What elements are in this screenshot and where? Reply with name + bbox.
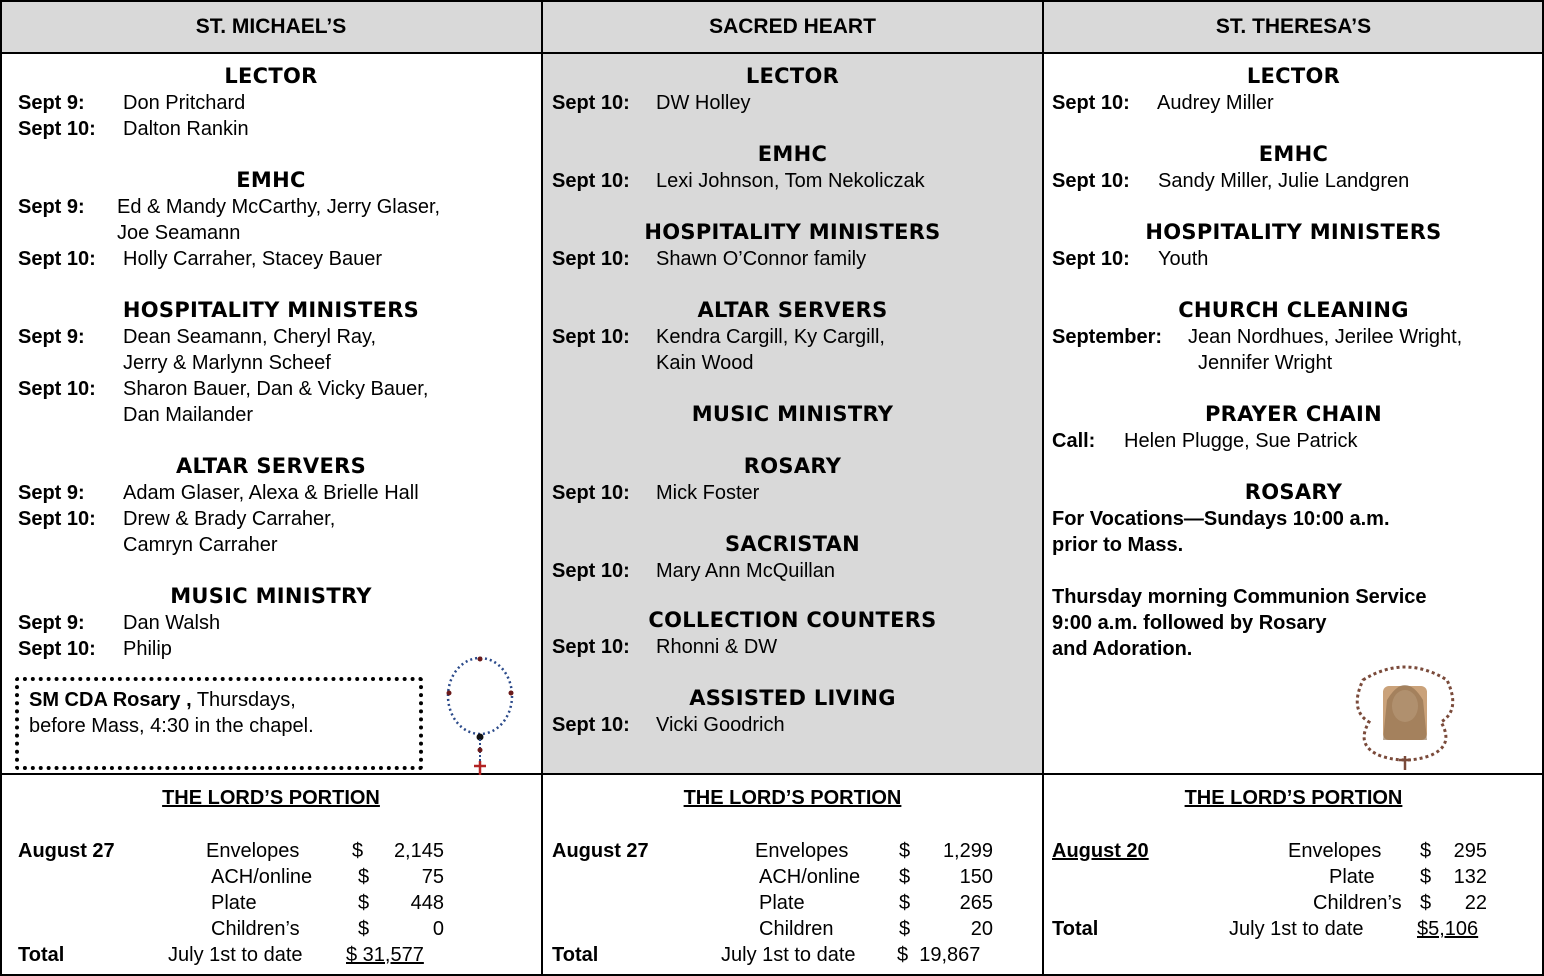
portion-label: Children bbox=[759, 918, 834, 940]
date-label: Sept 10: bbox=[552, 326, 630, 348]
schedule-value: DW Holley bbox=[656, 92, 751, 114]
portion-ytd-label: July 1st to date bbox=[1229, 918, 1364, 940]
schedule-line bbox=[18, 324, 85, 350]
communion-line: Thursday morning Communion Service bbox=[1052, 586, 1427, 608]
lector-heading: LECTOR bbox=[745, 64, 840, 88]
date-label: Sept 10: bbox=[552, 714, 630, 736]
date-label: Sept 10: bbox=[18, 118, 96, 140]
portion-total-label: Total bbox=[552, 944, 599, 966]
portion-amount: 448 bbox=[410, 892, 444, 914]
rosary-line: For Vocations—Sundays 10:00 a.m. bbox=[1052, 508, 1390, 530]
date-label: Sept 10: bbox=[1052, 248, 1130, 270]
church-cleaning-heading: CHURCH CLEANING bbox=[1178, 298, 1409, 322]
emhc-heading: EMHC bbox=[236, 168, 306, 192]
date-label: Sept 9: bbox=[18, 326, 85, 348]
portion-amount: 75 bbox=[421, 866, 444, 888]
portion-currency: $ bbox=[899, 866, 911, 888]
portion-amount: 2,145 bbox=[393, 840, 444, 862]
header-st-theresas: ST. THERESA’S bbox=[1043, 0, 1544, 53]
portion-ytd-label: July 1st to date bbox=[168, 944, 303, 966]
schedule-value: Mick Foster bbox=[656, 482, 760, 504]
communion-line: and Adoration. bbox=[1052, 638, 1193, 660]
schedule-value: Adam Glaser, Alexa & Brielle Hall bbox=[123, 482, 419, 504]
schedule-line bbox=[1052, 90, 1130, 116]
schedule-line bbox=[552, 90, 630, 116]
portion-amount: 1,299 bbox=[942, 840, 993, 862]
portion-currency: $ bbox=[352, 840, 364, 862]
schedule-value-cont: Camryn Carraher bbox=[123, 534, 278, 556]
schedule-value: Philip bbox=[123, 638, 172, 660]
schedule-line bbox=[18, 246, 96, 272]
portion-label: ACH/online bbox=[759, 866, 861, 888]
schedule-line bbox=[552, 480, 630, 506]
lords-portion-title: THE LORD’S PORTION bbox=[683, 787, 902, 809]
schedule-line bbox=[552, 712, 630, 738]
portion-amount: 295 bbox=[1453, 840, 1487, 862]
music-ministry-heading: MUSIC MINISTRY bbox=[691, 402, 894, 426]
date-label: Sept 10: bbox=[18, 248, 96, 270]
date-label: Sept 10: bbox=[1052, 170, 1130, 192]
portion-currency: $ bbox=[899, 918, 911, 940]
date-label: Sept 9: bbox=[18, 612, 85, 634]
sacred-heart-column bbox=[542, 0, 1043, 976]
date-label: Sept 10: bbox=[1052, 92, 1130, 114]
date-label: Sept 9: bbox=[18, 92, 85, 114]
portion-ytd-value: $5,106 bbox=[1417, 918, 1479, 940]
portion-currency: $ bbox=[1420, 840, 1432, 862]
st-michaels-column bbox=[0, 0, 542, 976]
schedule-value: Youth bbox=[1158, 248, 1209, 270]
schedule-value-cont: Joe Seamann bbox=[117, 222, 241, 244]
rosary-heading: ROSARY bbox=[743, 454, 842, 478]
music-ministry-heading: MUSIC MINISTRY bbox=[170, 584, 372, 608]
altar-servers-heading: ALTAR SERVERS bbox=[697, 298, 888, 322]
schedule-line bbox=[1052, 428, 1095, 454]
portion-currency: $ bbox=[1420, 866, 1432, 888]
lector-heading: LECTOR bbox=[1246, 64, 1341, 88]
schedule-value: Don Pritchard bbox=[123, 92, 246, 114]
lector-heading: LECTOR bbox=[224, 64, 318, 88]
schedule-line bbox=[18, 376, 96, 402]
st-theresas-column bbox=[1043, 0, 1544, 976]
portion-amount: 20 bbox=[970, 918, 993, 940]
schedule-line bbox=[18, 610, 85, 636]
portion-label: Children’s bbox=[1313, 892, 1402, 914]
portion-label: Envelopes bbox=[206, 840, 300, 862]
portion-ytd-label: July 1st to date bbox=[721, 944, 856, 966]
schedule-value: Vicki Goodrich bbox=[656, 714, 785, 736]
portion-currency: $ bbox=[899, 892, 911, 914]
portion-amount: 0 bbox=[432, 918, 444, 940]
portion-date: August 27 bbox=[552, 840, 649, 862]
portion-currency: $ bbox=[358, 918, 370, 940]
date-label: Sept 10: bbox=[18, 378, 96, 400]
lords-portion-title: THE LORD’S PORTION bbox=[162, 787, 380, 809]
assisted-living-heading: ASSISTED LIVING bbox=[689, 686, 896, 710]
schedule-line bbox=[552, 558, 630, 584]
schedule-value: Shawn O’Connor family bbox=[656, 248, 867, 270]
schedule-line bbox=[552, 324, 630, 350]
portion-ytd-value: $ 19,867 bbox=[897, 944, 981, 966]
portion-amount: 132 bbox=[1453, 866, 1487, 888]
date-label: Sept 10: bbox=[18, 638, 96, 660]
schedule-value-cont: Jerry & Marlynn Scheef bbox=[123, 352, 331, 374]
rosary-notice-bold: SM CDA Rosary , bbox=[29, 689, 192, 711]
sacristan-heading: SACRISTAN bbox=[724, 532, 861, 556]
date-label: Sept 10: bbox=[552, 248, 630, 270]
portion-label: Plate bbox=[1329, 866, 1375, 888]
date-label: Sept 10: bbox=[552, 482, 630, 504]
schedule-value: Dean Seamann, Cheryl Ray, bbox=[123, 326, 377, 348]
schedule-line bbox=[18, 636, 96, 662]
rosary-icon bbox=[440, 655, 524, 775]
schedule-value: Dalton Rankin bbox=[123, 118, 249, 140]
portion-amount: 265 bbox=[959, 892, 993, 914]
rosary-line: prior to Mass. bbox=[1052, 534, 1184, 556]
header-st-michaels: ST. MICHAEL’S bbox=[0, 0, 542, 53]
rosary-notice-line-2: before Mass, 4:30 in the chapel. bbox=[29, 715, 314, 737]
schedule-value: Sharon Bauer, Dan & Vicky Bauer, bbox=[123, 378, 429, 400]
date-label: Sept 10: bbox=[552, 636, 630, 658]
schedule-value: Jean Nordhues, Jerilee Wright, bbox=[1188, 326, 1463, 348]
portion-currency: $ bbox=[899, 840, 911, 862]
emhc-heading: EMHC bbox=[1258, 142, 1329, 166]
schedule-line bbox=[18, 194, 85, 220]
schedule-line bbox=[1052, 246, 1130, 272]
portion-label: Envelopes bbox=[755, 840, 849, 862]
hospitality-heading: HOSPITALITY MINISTERS bbox=[644, 220, 941, 244]
schedule-value-cont: Jennifer Wright bbox=[1198, 352, 1333, 374]
schedule-value: Mary Ann McQuillan bbox=[656, 560, 835, 582]
schedule-line bbox=[1052, 324, 1162, 350]
portion-amount: 22 bbox=[1464, 892, 1487, 914]
date-label: September: bbox=[1052, 326, 1163, 348]
schedule-value-cont: Kain Wood bbox=[656, 352, 754, 374]
emhc-heading: EMHC bbox=[757, 142, 828, 166]
altar-servers-heading: ALTAR SERVERS bbox=[175, 454, 367, 478]
portion-label: Plate bbox=[211, 892, 257, 914]
schedule-value: Dan Walsh bbox=[123, 612, 221, 634]
rosary-notice-line-1 bbox=[29, 687, 296, 713]
schedule-value: Drew & Brady Carraher, bbox=[123, 508, 336, 530]
portion-total-label: Total bbox=[1052, 918, 1099, 940]
date-label: Sept 10: bbox=[552, 170, 630, 192]
portion-date: August 27 bbox=[18, 840, 115, 862]
portion-currency: $ bbox=[358, 892, 370, 914]
date-label: Sept 10: bbox=[18, 508, 96, 530]
portion-amount: 150 bbox=[959, 866, 993, 888]
schedule-value: Rhonni & DW bbox=[656, 636, 778, 658]
date-label: Sept 10: bbox=[552, 560, 630, 582]
schedule-line bbox=[1052, 168, 1130, 194]
schedule-line bbox=[18, 116, 96, 142]
portion-label: Children’s bbox=[211, 918, 300, 940]
schedule-value-cont: Dan Mailander bbox=[123, 404, 254, 426]
schedule-line bbox=[18, 506, 96, 532]
schedule-value: Audrey Miller bbox=[1157, 92, 1274, 114]
hospitality-heading: HOSPITALITY MINISTERS bbox=[122, 298, 420, 322]
schedule-value: Lexi Johnson, Tom Nekoliczak bbox=[656, 170, 925, 192]
header-sacred-heart: SACRED HEART bbox=[542, 0, 1043, 53]
rosary-notice-rest: Thursdays, bbox=[191, 689, 296, 711]
collection-counters-heading: COLLECTION COUNTERS bbox=[648, 608, 937, 632]
schedule-value: Helen Plugge, Sue Patrick bbox=[1124, 430, 1358, 452]
portion-ytd-value: $ 31,577 bbox=[346, 944, 424, 966]
portion-currency: $ bbox=[1420, 892, 1432, 914]
schedule-line bbox=[552, 634, 630, 660]
portion-total-label: Total bbox=[18, 944, 65, 966]
schedule-value: Ed & Mandy McCarthy, Jerry Glaser, bbox=[117, 196, 441, 218]
mary-rosary-image bbox=[1343, 660, 1467, 772]
date-label: Sept 10: bbox=[552, 92, 630, 114]
schedule-value: Sandy Miller, Julie Landgren bbox=[1158, 170, 1410, 192]
hospitality-heading: HOSPITALITY MINISTERS bbox=[1145, 220, 1442, 244]
date-label: Sept 9: bbox=[18, 196, 85, 218]
rosary-notice-box bbox=[15, 677, 423, 770]
schedule-value: Holly Carraher, Stacey Bauer bbox=[123, 248, 383, 270]
lords-portion-title: THE LORD’S PORTION bbox=[1184, 787, 1403, 809]
rosary-heading: ROSARY bbox=[1244, 480, 1343, 504]
schedule-line bbox=[552, 168, 630, 194]
portion-label: Envelopes bbox=[1288, 840, 1382, 862]
portion-date: August 20 bbox=[1052, 840, 1149, 862]
schedule-line bbox=[18, 90, 85, 116]
schedule-line bbox=[552, 246, 630, 272]
schedule-value: Kendra Cargill, Ky Cargill, bbox=[656, 326, 885, 348]
date-label: Call: bbox=[1052, 430, 1096, 452]
portion-label: Plate bbox=[759, 892, 805, 914]
portion-label: ACH/online bbox=[211, 866, 313, 888]
portion-currency: $ bbox=[358, 866, 370, 888]
schedule-line bbox=[18, 480, 85, 506]
communion-line: 9:00 a.m. followed by Rosary bbox=[1052, 612, 1327, 634]
prayer-chain-heading: PRAYER CHAIN bbox=[1204, 402, 1383, 426]
date-label: Sept 9: bbox=[18, 482, 85, 504]
